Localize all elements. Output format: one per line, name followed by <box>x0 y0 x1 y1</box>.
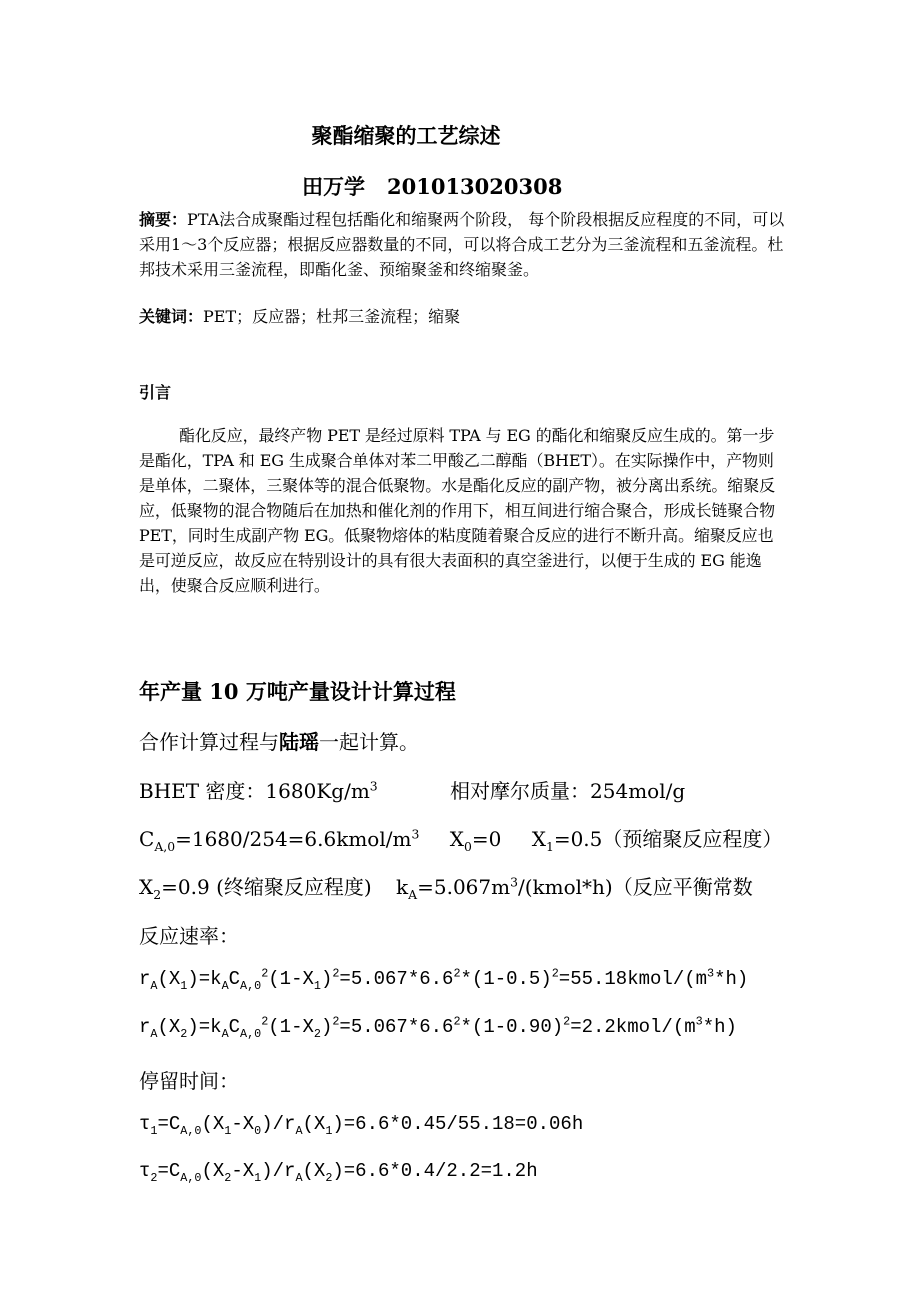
intro-paragraph: 酯化反应，最终产物 PET 是经过原料 TPA 与 EG 的酯化和缩聚反应生成的。第一步是酯化，TPA 和 EG 生成聚合单体对苯二甲酸乙二醇酯（BHET）。在实际操作中，产物则是单体，二聚体，三聚体等的混合低聚物。水是酯化反应的副产物，被分离出系统。缩聚反应，低聚物的混合物随后在加热和催化剂的作用下，相互间进行缩合聚合，形成长链聚合物 PET，同时生成副产物 EG。低聚物熔体的粘度随着聚合反应的进行不断升高。缩聚反应也是可逆反应，故反应在特别设计的具有很大表面积的真空釜进行，以便于生成的 EG 能逸出，使聚合反应顺利进行。 <box>139 426 776 595</box>
coop-prefix: 合作计算过程与 <box>139 730 279 754</box>
abstract-paragraph <box>139 207 789 282</box>
rate-heading: 反应速率： <box>139 924 239 948</box>
residence-heading: 停留时间： <box>139 1069 239 1093</box>
document-title: 聚酯缩聚的工艺综述 <box>311 123 501 148</box>
molar-mass: 相对摩尔质量：254mol/g <box>450 779 686 803</box>
x2-value: $X_2=0.9$ (终缩聚反应程度) <box>139 875 372 902</box>
keywords-label: 关键词： <box>139 307 204 326</box>
keywords-line <box>139 304 460 329</box>
rate-equation-1: $r_A(X_1)=k_AC_{A,0}^2(1-X_1)^2=5.067*6.6^2*(1-0.5)^2=55.18kmol/(m^3*h)$ <box>139 966 749 993</box>
calc-heading: 年产量 10 万吨产量设计计算过程 <box>139 679 456 704</box>
x1-value: $X_1=0.5$（预缩聚反应程度） <box>531 827 783 854</box>
author-line <box>302 171 562 201</box>
density-line <box>139 775 685 804</box>
residence-equation-2: $\tau_2=C_{A,0}(X_2-X_1)/r_A(X_2)=6.6*0.4/2.2=1.2h$ <box>139 1160 538 1185</box>
coop-line <box>139 726 419 755</box>
author-name: 田万学 <box>302 174 365 199</box>
abstract-label: 摘要： <box>139 210 188 229</box>
intro-heading: 引言 <box>139 383 172 402</box>
x0-value: $X_0=0$ <box>449 827 502 854</box>
ka-value: $k_A=5.067m^3/(kmol*h)$（反应平衡常数 <box>396 874 753 902</box>
rate-equation-2: $r_A(X_2)=k_AC_{A,0}^2(1-X_2)^2=5.067*6.6^2*(1-0.90)^2=2.2kmol/(m^3*h)$ <box>139 1014 737 1041</box>
coop-name: 陆瑶 <box>279 730 319 754</box>
x2-ka-line <box>139 871 753 900</box>
residence-equation-1: $\tau_1=C_{A,0}(X_1-X_0)/r_A(X_1)=6.6*0.45/55.18=0.06h$ <box>139 1113 584 1138</box>
keywords-text: PET；反应器；杜邦三釜流程；缩聚 <box>203 307 461 326</box>
ca0-line <box>139 823 782 852</box>
student-id: 201013020308 <box>387 174 563 199</box>
coop-suffix: 一起计算。 <box>319 730 419 754</box>
abstract-text: PTA法合成聚酯过程包括酯化和缩聚两个阶段， 每个阶段根据反应程度的不同，可以采用1～3个反应器；根据反应器数量的不同，可以将合成工艺分为三釜流程和五釜流程。杜邦技术采用三釜流程，即酯化釜、预缩聚釜和终缩聚釜。 <box>139 210 785 279</box>
ca0-value: $C_{A,0}=1680/254=6.6kmol/m^3$ <box>139 826 420 854</box>
density-value: BHET 密度：$1680Kg/m^3$ <box>139 778 378 803</box>
